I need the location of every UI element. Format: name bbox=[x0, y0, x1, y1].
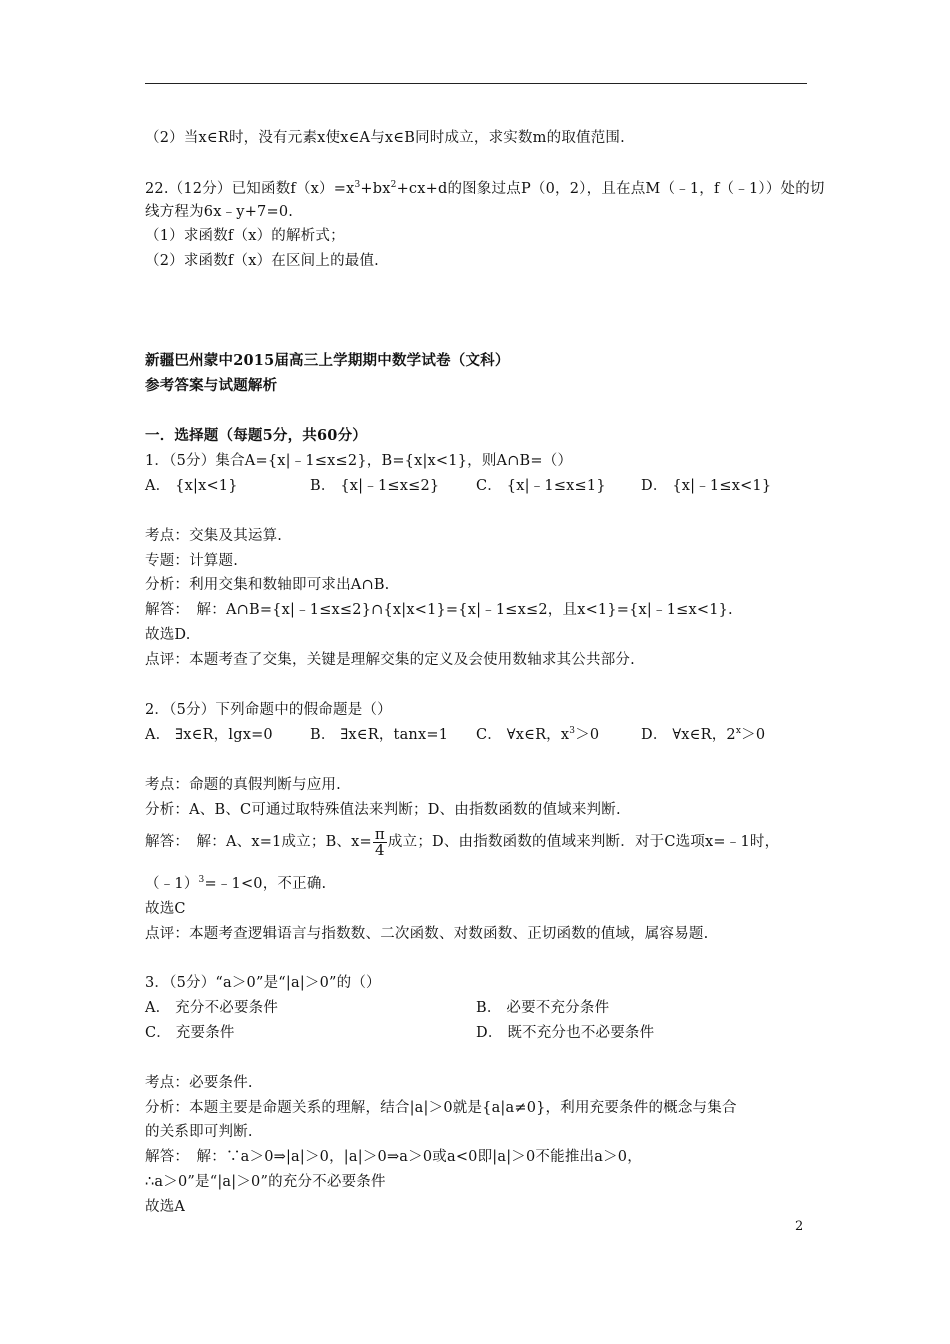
q2-jieda-text-d: =﹣1<0，不正确. bbox=[204, 876, 327, 892]
fraction-numerator: π bbox=[374, 824, 385, 843]
q22-sup2: 2 bbox=[390, 180, 397, 191]
q22-line2: 线方程为6x﹣y+7=0. bbox=[145, 204, 294, 220]
q2-guxuan: 故选C bbox=[145, 901, 186, 917]
fraction-denominator: 4 bbox=[375, 840, 385, 859]
q3-stem: 3．（5分）“a＞0”是“|a|＞0”的（） bbox=[145, 975, 381, 991]
q2-jieda-text-a: 解答： 解：A、x=1成立；B、x= bbox=[145, 834, 372, 850]
q22-text-b: +bx bbox=[360, 181, 391, 197]
q3-jieda-line2: ∴a＞0”是“|a|＞0”的充分不必要条件 bbox=[145, 1174, 386, 1190]
pi-over-4-fraction bbox=[373, 824, 387, 859]
q3-option-d: D． 既不充分也不必要条件 bbox=[476, 1025, 655, 1041]
q22-text-c: +cx+d的图象过点P（0，2），且在点M（﹣1，f（﹣1））处的切 bbox=[396, 181, 825, 197]
q2-dianping: 点评：本题考查逻辑语言与指数数、二次函数、对数函数、正切函数的值域，属容易题. bbox=[145, 926, 709, 942]
q3-option-c: C． 充要条件 bbox=[145, 1025, 235, 1041]
q1-option-b: B． {x|﹣1≤x≤2} bbox=[310, 478, 440, 494]
q1-dianping: 点评：本题考查了交集，关键是理解交集的定义及会使用数轴求其公共部分. bbox=[145, 652, 635, 668]
q3-jieda-line1: 解答： 解：∵a＞0⇒|a|＞0，|a|＞0⇒a＞0或a<0即|a|＞0不能推出a＞0， bbox=[145, 1149, 642, 1165]
q2-option-c-sup: 3 bbox=[569, 726, 576, 737]
header-rule bbox=[145, 83, 807, 84]
q2-jieda-text-b: 成立；D、由指数函数的值域来判断．对于C选项x=﹣1时， bbox=[387, 834, 780, 850]
q2-option-c-text-b: ＞0 bbox=[575, 727, 600, 743]
q2-option-a: A． ∃x∈R，lgx=0 bbox=[145, 727, 273, 743]
q2-jieda-line1 bbox=[145, 826, 779, 858]
q1-guxuan: 故选D. bbox=[145, 627, 191, 643]
q2-option-c bbox=[476, 725, 599, 745]
q3-fenxi-line2: 的关系即可判断. bbox=[145, 1124, 253, 1140]
q1-kaodian: 考点：交集及其运算. bbox=[145, 528, 283, 544]
q3-option-b: B． 必要不充分条件 bbox=[476, 1000, 610, 1016]
q2-option-d-sup: x bbox=[735, 726, 742, 737]
q2-option-b: B． ∃x∈R，tanx=1 bbox=[310, 727, 449, 743]
q2-option-c-text-a: C． ∀x∈R，x bbox=[476, 727, 570, 743]
q1-fenxi: 分析：利用交集和数轴即可求出A∩B. bbox=[145, 577, 390, 593]
q3-guxuan: 故选A bbox=[145, 1199, 186, 1215]
q22-line1 bbox=[145, 179, 825, 199]
q3-fenxi-line1: 分析：本题主要是命题关系的理解，结合|a|＞0就是{a|a≠0}，利用充要条件的概念与集合 bbox=[145, 1100, 737, 1116]
q21-part2: （2）当x∈R时，没有元素x使x∈A与x∈B同时成立，求实数m的取值范围. bbox=[145, 130, 625, 146]
section-heading: 一．选择题（每题5分，共60分） bbox=[145, 427, 367, 444]
q22-text-a: 22.（12分）已知函数f（x）=x bbox=[145, 181, 355, 197]
q1-zhuanti: 专题：计算题. bbox=[145, 553, 239, 569]
q2-fenxi: 分析：A、B、C可通过取特殊值法来判断；D、由指数函数的值域来判断. bbox=[145, 802, 621, 818]
q2-jieda-line2 bbox=[145, 874, 326, 894]
q1-jieda: 解答： 解：A∩B={x|﹣1≤x≤2}∩{x|x<1}={x|﹣1≤x≤2，且x<1}={x|﹣1≤x<1}. bbox=[145, 602, 733, 618]
q1-option-a: A． {x|x<1} bbox=[145, 478, 238, 494]
q1-option-d: D． {x|﹣1≤x<1} bbox=[641, 478, 772, 494]
q2-jieda-sup: 3 bbox=[198, 875, 205, 886]
answer-title: 新疆巴州蒙中2015届高三上学期期中数学试卷（文科） bbox=[145, 352, 510, 369]
q2-stem: 2．（5分）下列命题中的假命题是（） bbox=[145, 702, 392, 718]
q2-kaodian: 考点：命题的真假判断与应用. bbox=[145, 777, 341, 793]
q22-part2: （2）求函数f（x）在区间上的最值. bbox=[145, 253, 379, 269]
q22-sup3: 3 bbox=[354, 180, 361, 191]
q2-jieda-text-c: （﹣1） bbox=[145, 876, 199, 892]
q22-part1: （1）求函数f（x）的解析式； bbox=[145, 228, 345, 244]
answer-subtitle: 参考答案与试题解析 bbox=[145, 377, 278, 394]
page-number: 2 bbox=[795, 1219, 804, 1234]
q3-kaodian: 考点：必要条件. bbox=[145, 1075, 253, 1091]
q2-option-d-text-b: ＞0 bbox=[741, 727, 766, 743]
q2-option-d-text-a: D． ∀x∈R，2 bbox=[641, 727, 736, 743]
q2-option-d bbox=[641, 725, 765, 745]
q1-option-c: C． {x|﹣1≤x≤1} bbox=[476, 478, 606, 494]
q1-stem: 1．（5分）集合A={x|﹣1≤x≤2}，B={x|x<1}，则A∩B=（） bbox=[145, 453, 573, 469]
q3-option-a: A． 充分不必要条件 bbox=[145, 1000, 279, 1016]
